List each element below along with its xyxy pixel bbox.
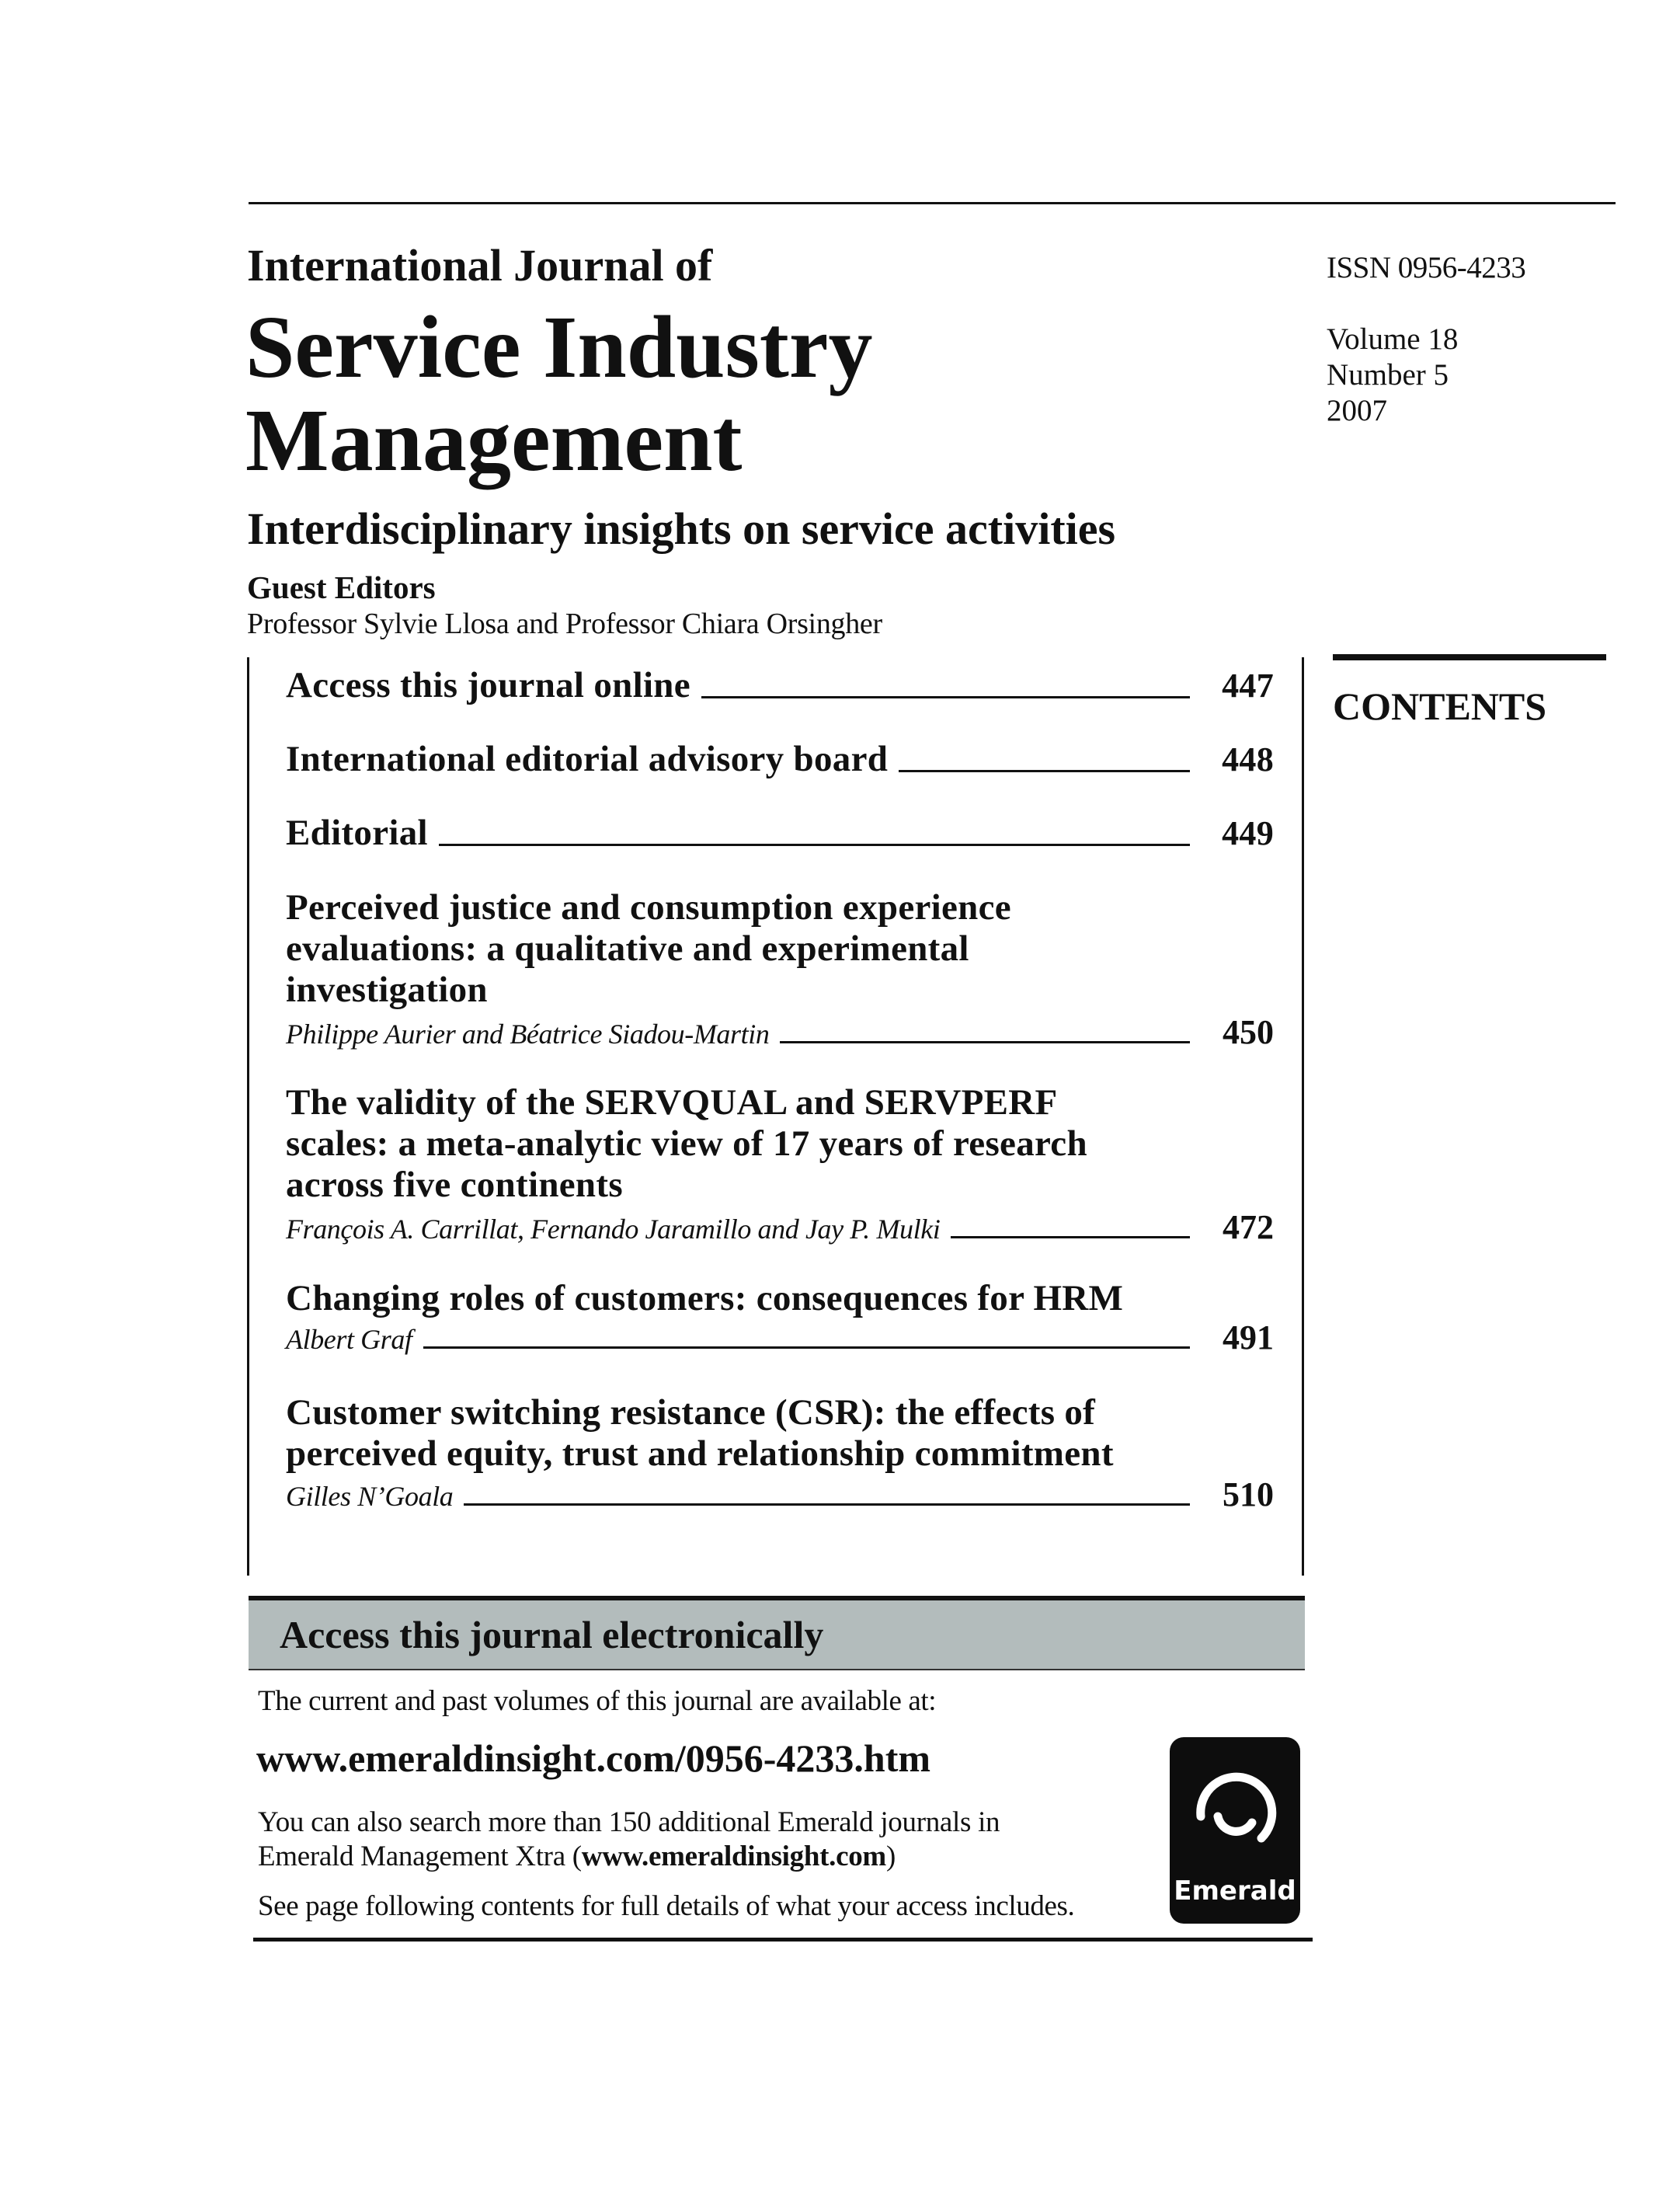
toc-entry-title: International editorial advisory board — [286, 739, 889, 779]
number: Number 5 — [1327, 358, 1449, 392]
article-title-line: Changing roles of customers: consequences for HRM — [286, 1278, 1124, 1318]
xtra-suffix: ) — [885, 1841, 896, 1872]
guest-editors-names: Professor Sylvie Llosa and Professor Chiara Orsingher — [247, 608, 882, 640]
emerald-e-icon — [1170, 1745, 1300, 1885]
article-title-line: Perceived justice and consumption experience — [286, 887, 1011, 928]
leader-line — [439, 844, 1190, 846]
journal-title-line1: Service Industry — [245, 298, 873, 396]
emerald-logo — [1170, 1737, 1300, 1924]
access-details-text: See page following contents for full details of what your access includes. — [258, 1890, 1075, 1922]
access-header-bar — [249, 1600, 1305, 1670]
article-title-line: perceived equity, trust and relationship commitment — [286, 1433, 1114, 1474]
article-authors: François A. Carrillat, Fernando Jaramillo and Jay P. Mulki — [286, 1214, 941, 1245]
toc-entry-page: 449 — [1222, 814, 1274, 852]
top-rule — [249, 202, 1616, 204]
emerald-site-link[interactable]: www.emeraldinsight.com — [581, 1841, 886, 1872]
toc-entry-title: Editorial — [286, 813, 428, 853]
leader-line — [899, 770, 1190, 772]
toc-article-changing-roles[interactable] — [286, 1278, 1274, 1356]
leader-line — [423, 1346, 1190, 1349]
year: 2007 — [1327, 394, 1387, 427]
toc-entry-advisory-board[interactable] — [286, 739, 1274, 780]
toc-left-rule — [247, 657, 249, 1576]
access-available-text: The current and past volumes of this journal are available at: — [258, 1685, 937, 1717]
toc-entry-page: 447 — [1222, 667, 1274, 705]
journal-url-link[interactable]: www.emeraldinsight.com/0956-4233.htm — [256, 1736, 930, 1780]
toc-article-servqual[interactable] — [286, 1082, 1274, 1246]
toc-entry-page: 491 — [1223, 1318, 1274, 1356]
toc-article-switching-resistance[interactable] — [286, 1392, 1274, 1513]
access-search-text: You can also search more than 150 additional Emerald journals in — [258, 1806, 1000, 1838]
toc-entry-page: 472 — [1223, 1208, 1274, 1246]
article-title-line: across five continents — [286, 1165, 623, 1205]
article-authors: Philippe Aurier and Béatrice Siadou-Martin — [286, 1019, 770, 1050]
toc-entry-editorial[interactable] — [286, 813, 1274, 854]
toc-entry-title: Access this journal online — [286, 665, 690, 705]
volume: Volume 18 — [1327, 322, 1459, 356]
toc-entry-page: 448 — [1222, 740, 1274, 778]
bottom-rule — [253, 1938, 1313, 1942]
xtra-prefix: Emerald Management Xtra ( — [258, 1841, 582, 1872]
leader-line — [780, 1041, 1190, 1043]
article-authors: Albert Graf — [286, 1324, 412, 1355]
leader-line — [951, 1236, 1190, 1238]
journal-subtitle: Interdisciplinary insights on service activities — [247, 503, 1116, 554]
article-title-line: The validity of the SERVQUAL and SERVPERF — [286, 1082, 1058, 1123]
toc-right-rule — [1302, 657, 1304, 1576]
leader-line — [464, 1503, 1190, 1506]
article-title-line: investigation — [286, 970, 488, 1010]
toc-article-perceived-justice[interactable] — [286, 887, 1274, 1051]
access-header-text: Access this journal electronically — [280, 1613, 824, 1656]
issn: ISSN 0956-4233 — [1327, 251, 1526, 284]
article-title-line: scales: a meta-analytic view of 17 years of research — [286, 1123, 1087, 1164]
article-authors: Gilles N’Goala — [286, 1481, 454, 1512]
article-title-line: evaluations: a qualitative and experimental — [286, 928, 969, 969]
toc-entry-page: 450 — [1223, 1013, 1274, 1051]
leader-line — [701, 696, 1190, 698]
journal-prefix: International Journal of — [247, 240, 713, 291]
contents-rule — [1333, 654, 1606, 660]
contents-label: CONTENTS — [1333, 684, 1547, 728]
emerald-logo-text: Emerald — [1174, 1875, 1296, 1907]
toc-entry-access-online[interactable] — [286, 665, 1274, 706]
article-title-line: Customer switching resistance (CSR): the effects of — [286, 1392, 1096, 1433]
access-xtra-line — [258, 1840, 896, 1874]
toc-entry-page: 510 — [1223, 1475, 1274, 1513]
guest-editors-label: Guest Editors — [247, 569, 436, 605]
journal-title-line2: Management — [245, 391, 743, 489]
